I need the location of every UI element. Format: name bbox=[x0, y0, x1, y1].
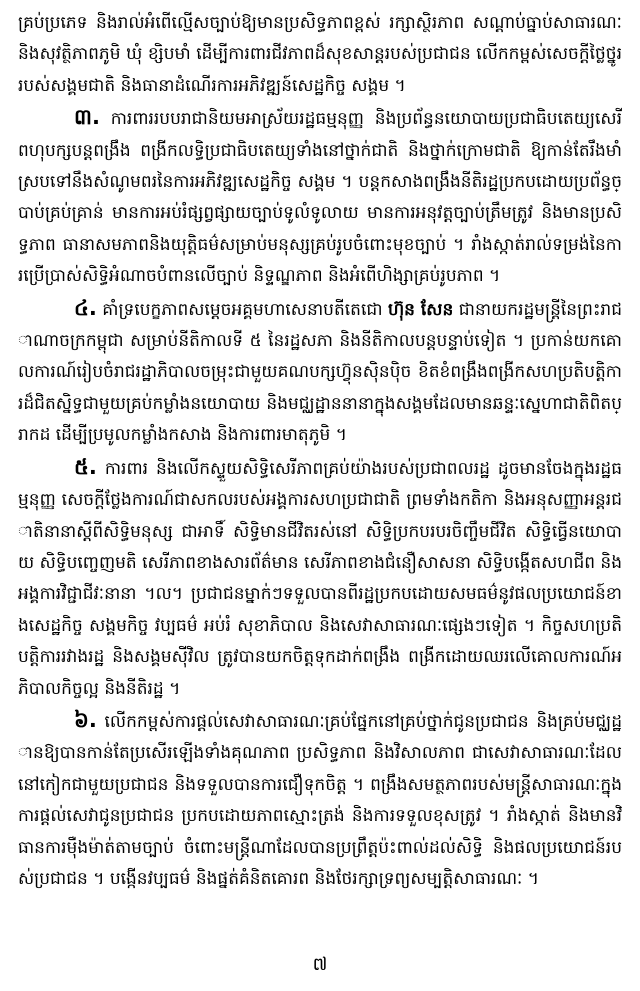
paragraph-5 bbox=[18, 452, 622, 705]
paragraph-continuation: គ្រប់ប្រភេទ និងរាល់អំពើល្មើសច្បាប់ឱ្យមានប្រសិទ្ធភាពខ្ពស់ រក្សាស្ថិរភាព សណ្ដាប់ធ្នាប់សាធារណៈ និងសុវត្ថិភាពភូមិ ឃុំ ខ្សិបមាំ ដើម្បីការពារជីវភាពដ៏សុខសាន្តរបស់ប្រជាជន លើកកម្ពស់សេចក្ដីថ្លៃថ្នូររបស់សង្គមជាតិ និងធានាដំណើរការអភិវឌ្ឍន៍សេដ្ឋកិច្ច សង្គម ។ bbox=[18, 13, 622, 96]
document-page bbox=[18, 8, 622, 895]
paragraph-3-text: ការពាររបបរាជានិយមអាស្រ័យរដ្ឋធម្មនុញ្ញ និងប្រព័ន្ធនយោបាយប្រជាធិបតេយ្យសេរី ពហុបក្សបន្តពង្រឹង ពង្រីកលទ្ធិប្រជាធិបតេយ្យទាំងនៅថ្នាក់ជាតិ និងថ្នាក់ក្រោមជាតិ ឱ្យកាន់តែរឹងមាំ ស្របទៅនឹងសំណូមពរនៃការអភិវឌ្ឍសេដ្ឋកិច្ច សង្គម ។ បន្តកសាងពង្រឹងនីតិរដ្ឋប្រកបដោយប្រព័ន្ធច្បាប់គ្រប់គ្រាន់ មានការអប់រំផ្សព្វផ្សាយច្បាប់ទូលំទូលាយ មានការអនុវត្តច្បាប់ត្រឹមត្រូវ និងមានប្រសិទ្ធភាព ធានាសមភាពនិងយុត្តិធម៌សម្រាប់មនុស្សគ្រប់រូបចំពោះមុខច្បាប់ ។ រាំងស្កាត់រាល់ទម្រង់នៃការប្រើប្រាស់សិទ្ធិអំណាចបំពានលើច្បាប់ និទ្ទណ្ឌភាព និងអំពើហិង្សាគ្រប់រូបភាព ។ bbox=[18, 109, 622, 287]
page-number: ៧ bbox=[312, 954, 328, 975]
paragraph-5-number: ៥. bbox=[74, 454, 97, 479]
paragraph-6-text: លើកកម្ពស់ការផ្ដល់សេវាសាធារណៈគ្រប់ផ្នែកនៅគ្រប់ថ្នាក់ជូនប្រជាជន និងគ្រប់មជ្ឈដ្ឋានឱ្យបានកាន់តែប្រសើរឡើងទាំងគុណភាព ប្រសិទ្ធភាព និងវិសាលភាព ជាសេវាសាធារណៈដែលនៅកៀកជាមួយប្រជាជន និងទទួលបានការជឿទុកចិត្ត ។ ពង្រឹងសមត្ថភាពរបស់មន្ត្រីសាធារណៈក្នុងការផ្ដល់សេវាជូនប្រជាជន ប្រកបដោយភាពស្មោះត្រង់ និងការទទួលខុសត្រូវ ។ រាំងស្កាត់ និងមានវិធានការម៉ឺងម៉ាត់តាមច្បាប់ ចំពោះមន្ត្រីណាដែលបានប្រព្រឹត្តប៉ះពាល់ដល់សិទ្ធិ និងផលប្រយោជន៍របស់ប្រជាជន ។ បង្កើនវប្បធម៌ និងផ្នត់គំនិតគោរព និងថែរក្សាទ្រព្យសម្បត្តិសាធារណៈ ។ bbox=[18, 711, 623, 889]
paragraph-4-number: ៤. bbox=[74, 295, 97, 320]
paragraph-4-text-before: គាំទ្របេក្ខភាពសម្ដេចអគ្គមហាសេនាបតីតេជោ bbox=[102, 299, 383, 320]
paragraph-3-number: ៣. bbox=[74, 105, 100, 130]
paragraph-3 bbox=[18, 102, 622, 292]
paragraph-4 bbox=[18, 293, 622, 452]
paragraph-4-bold-name: ហ៊ុន សែន bbox=[387, 299, 454, 320]
paragraph-4-text-after: ជានាយករដ្ឋមន្ត្រីនៃព្រះរាជាណាចក្រកម្ពុជា សម្រាប់នីតិកាលទី ៥ នៃរដ្ឋសភា និងនីតិកាលបន្តបន្ទាប់ទៀត ។ ប្រកាន់យកគោលការណ៍រៀបចំរាជរដ្ឋាភិបាលចម្រុះជាមួយគណបក្សហ៊្វុនស៊ិនប៉ិច ខិតខំពង្រឹងពង្រីកសហប្រតិបត្តិការដ៏ជិតស្និទ្ធជាមួយគ្រប់កម្លាំងនយោបាយ និងមជ្ឈដ្ឋាននានាក្នុងសង្គមដែលមានឆន្ទៈស្នេហាជាតិពិតប្រាកដ ដើម្បីប្រមូលកម្លាំងកសាង និងការពារមាតុភូមិ ។ bbox=[18, 299, 622, 446]
paragraph-6 bbox=[18, 705, 622, 895]
paragraph-6-number: ៦. bbox=[74, 707, 97, 732]
paragraph-5-text: ការពារ និងលើកស្ទួយសិទ្ធិសេរីភាពគ្រប់យ៉ាងរបស់ប្រជាពលរដ្ឋ ដូចមានចែងក្នុងរដ្ឋធម្មនុញ្ញ សេចក្ដីថ្លែងការណ៍ជាសកលរបស់អង្គការសហប្រជាជាតិ ព្រមទាំងកតិកា និងអនុសញ្ញាអន្តរជាតិនានាស្ដីពីសិទ្ធិមនុស្ស ជាអាទិ៍ សិទ្ធិមានជីវិតរស់នៅ សិទ្ធិប្រកបរបរចិញ្ចឹមជីវិត សិទ្ធិធ្វើនយោបាយ សិទ្ធិបញ្ចេញមតិ សេរីភាពខាងសារព័ត៌មាន សេរីភាពខាងជំនឿសាសនា សិទ្ធិបង្កើតសហជីព និងអង្គការវិជ្ជាជីវៈនានា ។ល។ ប្រជាជនម្នាក់ៗទទួលបានពីរដ្ឋប្រកបដោយសមធម៌នូវផលប្រយោជន៍ខាងសេដ្ឋកិច្ច សង្គមកិច្ច វប្បធម៌ អប់រំ សុខាភិបាល និងសេវាសាធារណៈផ្សេងៗទៀត ។ កិច្ចសហប្រតិបត្តិការរវាងរដ្ឋ និងសង្គមស៊ីវិល ត្រូវបានយកចិត្តទុកដាក់ពង្រឹង ពង្រីកដោយឈរលើគោលការណ៍អភិបាលកិច្ចល្អ និងនីតិរដ្ឋ ។ bbox=[18, 458, 623, 699]
